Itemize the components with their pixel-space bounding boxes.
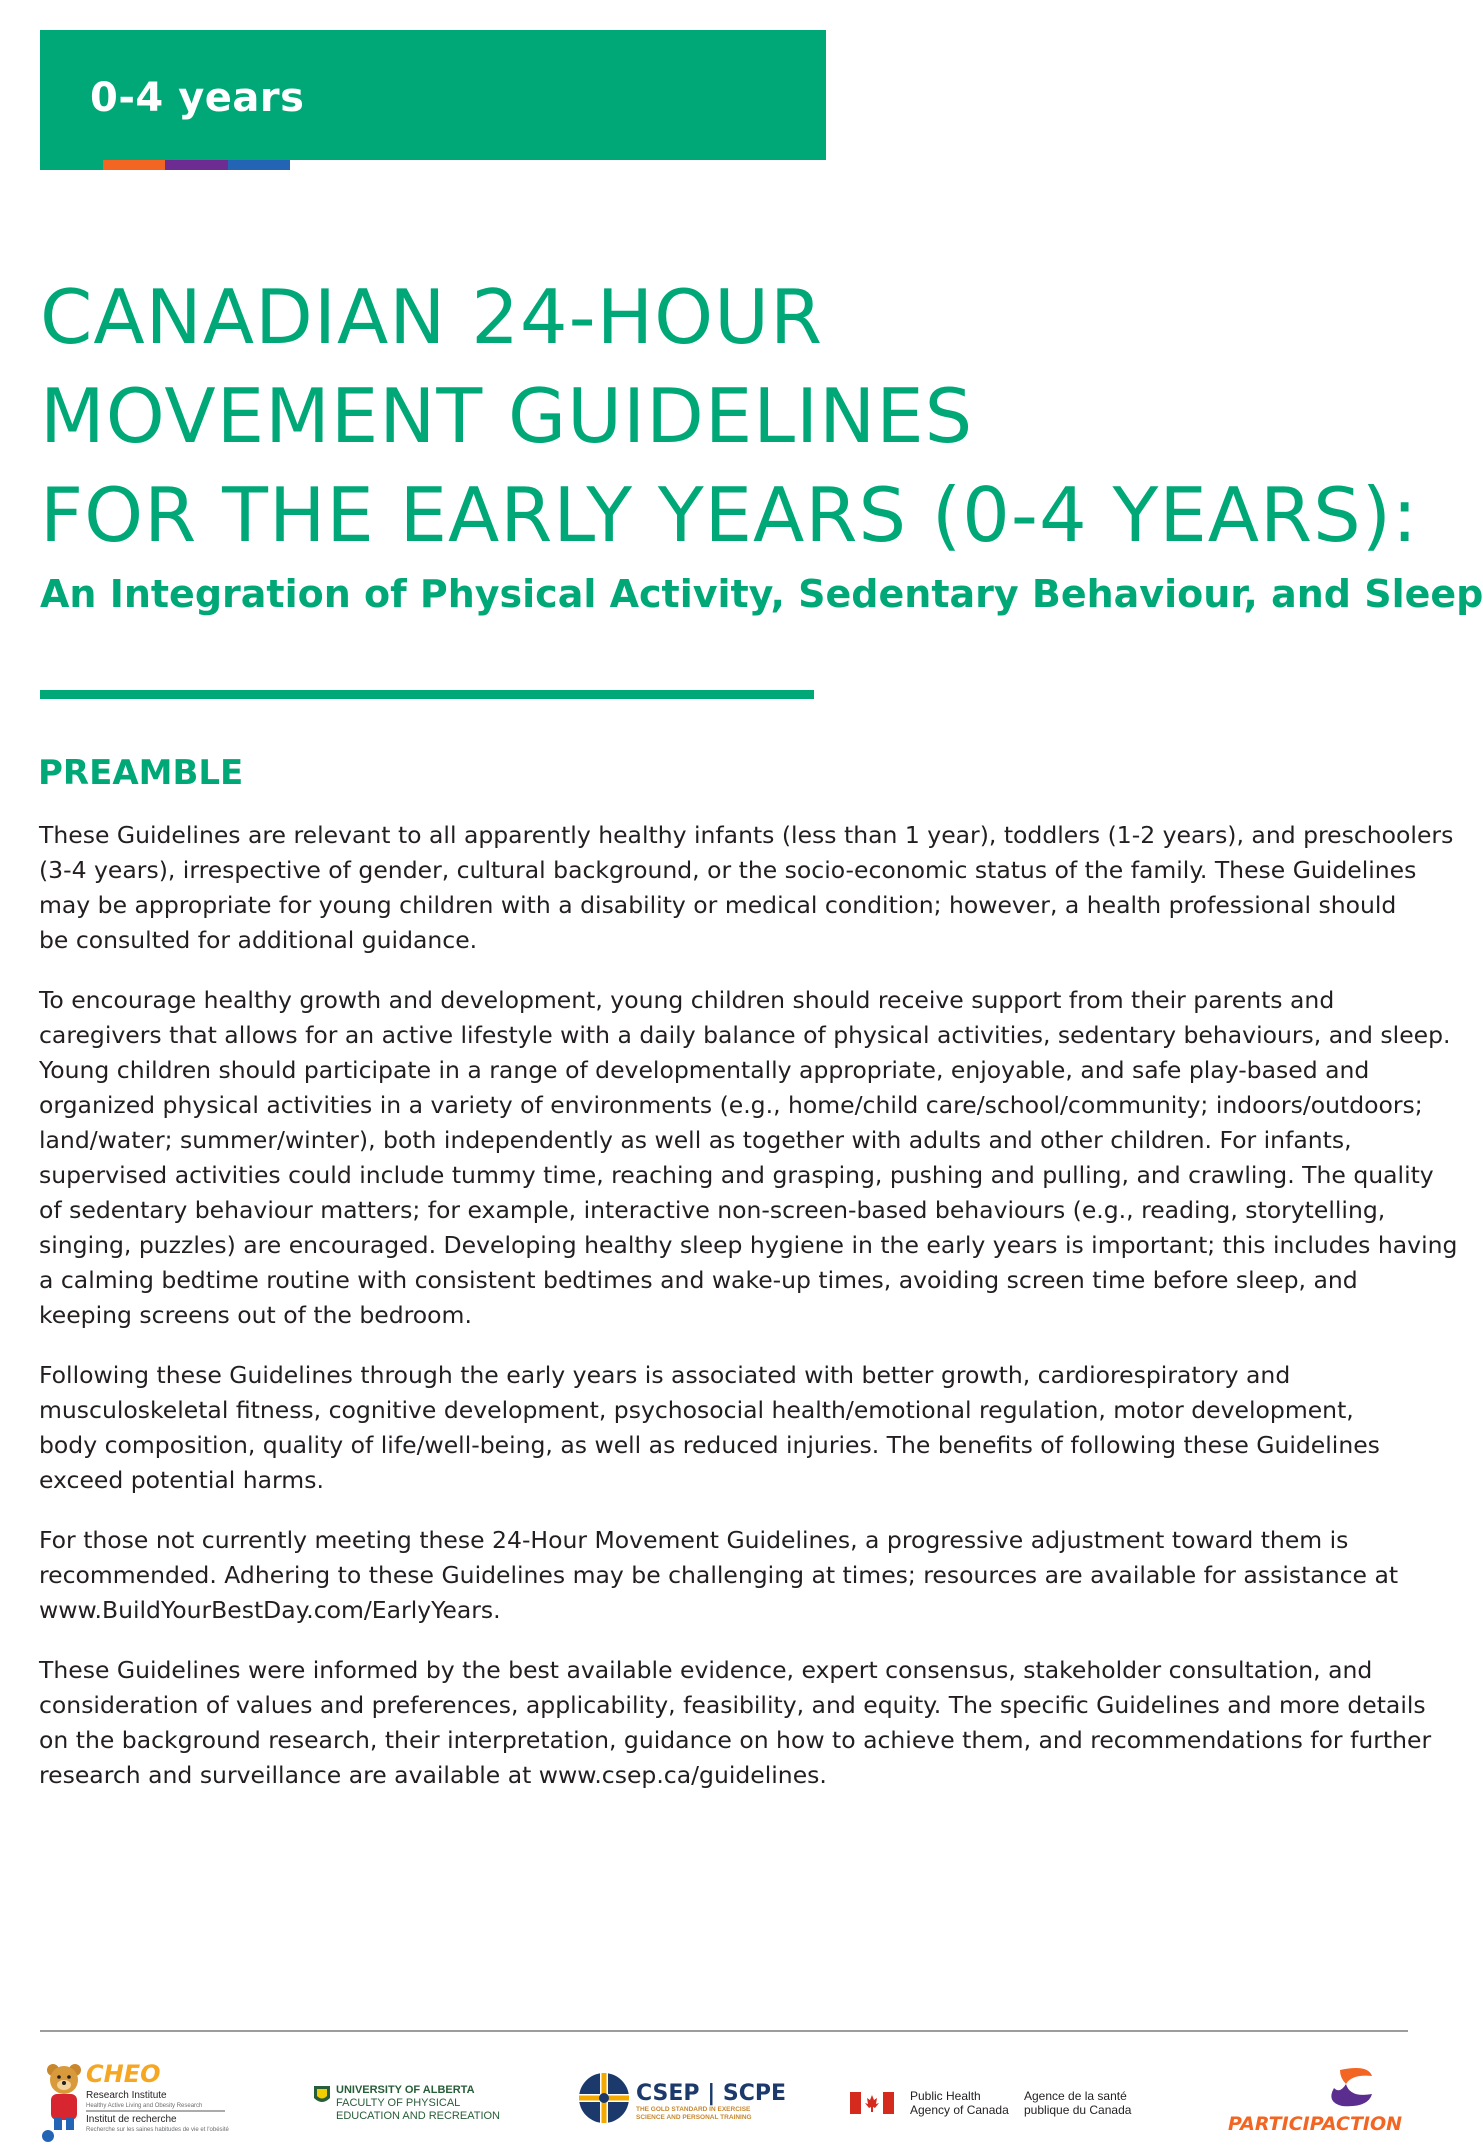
csep-tagline1: THE GOLD STANDARD IN EXERCISE <box>636 2106 751 2113</box>
csep-logo <box>578 2070 787 2126</box>
text-line: a calming bedtime routine with consistent bedtimes and wake-up times, avoiding screen time before sleep, and <box>39 1266 1358 1294</box>
participaction-swoosh-icon <box>1331 2068 1372 2106</box>
text-line: Following these Guidelines through the early years is associated with better growth, cardiorespiratory and <box>39 1361 1291 1389</box>
csep-name: CSEP | SCPE <box>636 2081 787 2106</box>
preamble-paragraph <box>39 818 1454 958</box>
stripe-orange <box>103 160 166 170</box>
preamble-body <box>39 818 1458 1818</box>
stripe-purple <box>165 160 228 170</box>
ualberta-line2: FACULTY OF PHYSICAL <box>336 2097 461 2109</box>
text-line: exceed potential harms. <box>39 1466 324 1494</box>
cheo-logo <box>40 2056 230 2146</box>
phac-logo <box>848 2082 1138 2126</box>
title-line: CANADIAN 24-HOUR <box>40 273 824 361</box>
title-line: MOVEMENT GUIDELINES <box>40 372 974 460</box>
page-subtitle: An Integration of Physical Activity, Sedentary Behaviour, and Sleep <box>40 572 1483 616</box>
title-line: FOR THE EARLY YEARS (0-4 YEARS): <box>40 471 1419 559</box>
text-line: on the background research, their interpretation, guidance on how to achieve them, and recommendations for further <box>39 1726 1432 1754</box>
cheo-line4: Recherche sur les saines habitudes de vie et l'obésité <box>86 2127 229 2133</box>
text-line: recommended. Adhering to these Guidelines may be challenging at times; resources are available for assistance at <box>39 1561 1399 1589</box>
cheo-name: CHEO <box>86 2060 161 2088</box>
stripe-blue <box>228 160 291 170</box>
ualberta-line1: UNIVERSITY OF ALBERTA <box>336 2084 475 2096</box>
participaction-logo <box>1222 2064 1412 2136</box>
text-line: (3-4 years), irrespective of gender, cultural background, or the socio-economic status of the family. These Guidelines <box>39 856 1417 884</box>
phac-fr2: publique du Canada <box>1024 2103 1132 2117</box>
text-line: caregivers that allows for an active lifestyle with a daily balance of physical activities, sedentary behaviours, and sleep. <box>39 1021 1451 1049</box>
cheo-line3: Institut de recherche <box>86 2114 177 2125</box>
text-line: singing, puzzles) are encouraged. Developing healthy sleep hygiene in the early years is important; this includes having <box>39 1231 1458 1259</box>
canada-flag-icon <box>850 2092 894 2114</box>
text-line: body composition, quality of life/well-being, as well as reduced injuries. The benefits of following these Guidelines <box>39 1431 1380 1459</box>
text-line: research and surveillance are available at www.csep.ca/guidelines. <box>39 1761 827 1789</box>
participaction-name: PARTICIPACTION <box>1228 2113 1403 2135</box>
text-line: may be appropriate for young children with a disability or medical condition; however, a health professional should <box>39 891 1397 919</box>
preamble-heading: PREAMBLE <box>38 753 244 793</box>
text-line: musculoskeletal fitness, cognitive development, psychosocial health/emotional regulation, motor development, <box>39 1396 1354 1424</box>
bear-mascot-icon <box>42 2064 81 2142</box>
text-line: Young children should participate in a range of developmentally appropriate, enjoyable, and safe play-based and <box>39 1056 1370 1084</box>
ualberta-crest-icon <box>314 2086 330 2102</box>
phac-fr1: Agence de la santé <box>1024 2089 1127 2103</box>
age-banner <box>40 30 826 160</box>
preamble-paragraph <box>39 983 1458 1333</box>
page-title <box>40 268 1440 565</box>
csep-tagline2: SCIENCE AND PERSONAL TRAINING <box>636 2114 752 2121</box>
text-line: supervised activities could include tummy time, reaching and grasping, pushing and pulling, and crawling. The quality <box>39 1161 1434 1189</box>
text-line: To encourage healthy growth and development, young children should receive support from their parents and <box>39 986 1335 1014</box>
age-label: 0-4 years <box>90 75 305 121</box>
phac-en1: Public Health <box>910 2089 981 2103</box>
color-stripes <box>40 160 290 170</box>
text-line: consideration of values and preferences, applicability, feasibility, and equity. The specific Guidelines and more details <box>39 1691 1426 1719</box>
preamble-paragraph <box>39 1523 1439 1628</box>
text-line: For those not currently meeting these 24-Hour Movement Guidelines, a progressive adjustment toward them is <box>39 1526 1349 1554</box>
title-divider <box>40 690 814 699</box>
footer-divider <box>40 2030 1408 2032</box>
text-line: keeping screens out of the bedroom. <box>39 1301 472 1329</box>
cheo-line2: Healthy Active Living and Obesity Research <box>86 2103 203 2109</box>
text-line: organized physical activities in a variety of environments (e.g., home/child care/school/community; indoors/outdoors; <box>39 1091 1423 1119</box>
text-line: These Guidelines were informed by the best available evidence, expert consensus, stakeholder consultation, and <box>39 1656 1373 1684</box>
preamble-paragraph <box>39 1653 1439 1793</box>
cheo-line1: Research Institute <box>86 2090 167 2101</box>
text-line: These Guidelines are relevant to all apparently healthy infants (less than 1 year), toddlers (1-2 years), and preschoolers <box>39 821 1454 849</box>
text-line: land/water; summer/winter), both independently as well as together with adults and other children. For infants, <box>39 1126 1352 1154</box>
text-line: of sedentary behaviour matters; for example, interactive non-screen-based behaviours (e.g., reading, storytelling, <box>39 1196 1386 1224</box>
text-line: be consulted for additional guidance. <box>39 926 478 954</box>
csep-compass-icon <box>579 2073 629 2123</box>
stripe-green <box>40 160 103 170</box>
ualberta-logo <box>312 2080 512 2130</box>
text-line: www.BuildYourBestDay.com/EarlyYears. <box>39 1596 501 1624</box>
ualberta-line3: EDUCATION AND RECREATION <box>336 2110 500 2122</box>
phac-en2: Agency of Canada <box>910 2103 1009 2117</box>
preamble-paragraph <box>39 1358 1439 1498</box>
